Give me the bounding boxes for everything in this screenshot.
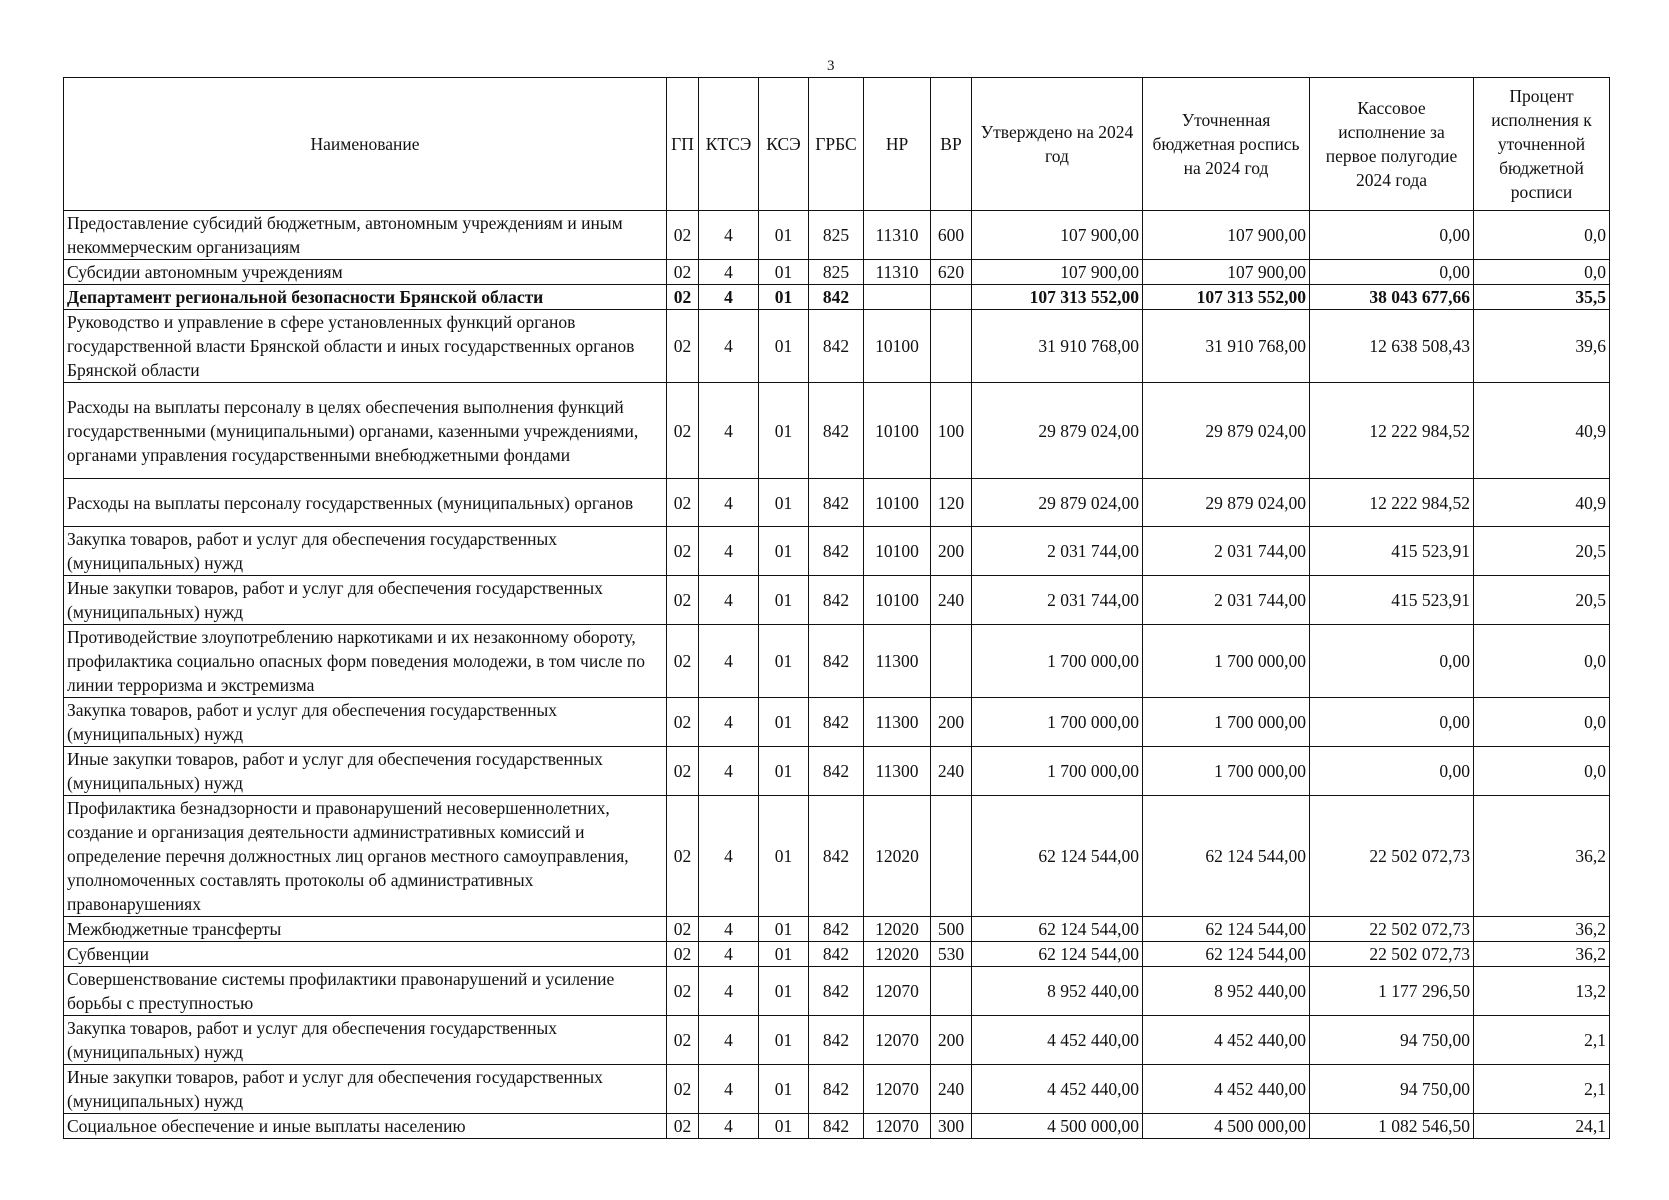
cell-cash: 1 082 546,50 — [1310, 1114, 1474, 1139]
cell-cash: 415 523,91 — [1310, 576, 1474, 625]
cell-percent: 40,9 — [1474, 479, 1610, 527]
cell-ktse: 4 — [699, 1065, 759, 1114]
cell-nr: 11300 — [864, 747, 931, 796]
cell-kse: 01 — [759, 260, 809, 285]
cell-grbs: 842 — [809, 942, 864, 967]
cell-nr: 10100 — [864, 479, 931, 527]
cell-ktse: 4 — [699, 917, 759, 942]
cell-approved: 2 031 744,00 — [972, 527, 1143, 576]
cell-percent: 13,2 — [1474, 967, 1610, 1016]
cell-gp: 02 — [667, 942, 699, 967]
cell-approved: 107 900,00 — [972, 260, 1143, 285]
cell-grbs: 842 — [809, 383, 864, 479]
cell-refined: 4 452 440,00 — [1143, 1016, 1310, 1065]
cell-approved: 4 452 440,00 — [972, 1016, 1143, 1065]
cell-nr: 12020 — [864, 796, 931, 917]
table-row — [64, 796, 1610, 917]
cell-approved: 1 700 000,00 — [972, 698, 1143, 747]
cell-vr: 240 — [931, 576, 972, 625]
table-row — [64, 942, 1610, 967]
table-row — [64, 698, 1610, 747]
cell-cash: 22 502 072,73 — [1310, 796, 1474, 917]
cell-refined: 2 031 744,00 — [1143, 576, 1310, 625]
cell-cash: 1 177 296,50 — [1310, 967, 1474, 1016]
cell-nr: 12020 — [864, 917, 931, 942]
cell-grbs: 825 — [809, 211, 864, 260]
cell-percent: 39,6 — [1474, 310, 1610, 383]
cell-name: Закупка товаров, работ и услуг для обеспечения государственных (муниципальных) нужд — [64, 527, 667, 576]
cell-kse: 01 — [759, 383, 809, 479]
cell-nr: 11300 — [864, 698, 931, 747]
cell-percent: 2,1 — [1474, 1016, 1610, 1065]
cell-gp: 02 — [667, 527, 699, 576]
cell-vr: 100 — [931, 383, 972, 479]
cell-name: Руководство и управление в сфере установленных функций органов государственной власти Брянской области и иных государственных органов Брянской области — [64, 310, 667, 383]
cell-kse: 01 — [759, 527, 809, 576]
cell-kse: 01 — [759, 310, 809, 383]
cell-percent: 0,0 — [1474, 747, 1610, 796]
cell-grbs: 842 — [809, 967, 864, 1016]
cell-kse: 01 — [759, 942, 809, 967]
table-row — [64, 285, 1610, 310]
cell-cash: 38 043 677,66 — [1310, 285, 1474, 310]
table-row — [64, 917, 1610, 942]
cell-nr: 11310 — [864, 211, 931, 260]
cell-refined: 62 124 544,00 — [1143, 917, 1310, 942]
cell-vr: 530 — [931, 942, 972, 967]
budget-table — [63, 77, 1610, 1139]
cell-gp: 02 — [667, 383, 699, 479]
cell-percent: 0,0 — [1474, 211, 1610, 260]
cell-name: Закупка товаров, работ и услуг для обеспечения государственных (муниципальных) нужд — [64, 698, 667, 747]
cell-vr: 200 — [931, 1016, 972, 1065]
cell-name: Расходы на выплаты персоналу государственных (муниципальных) органов — [64, 479, 667, 527]
table-row — [64, 479, 1610, 527]
cell-refined: 8 952 440,00 — [1143, 967, 1310, 1016]
cell-approved: 62 124 544,00 — [972, 796, 1143, 917]
cell-gp: 02 — [667, 625, 699, 698]
cell-nr: 12020 — [864, 942, 931, 967]
cell-nr: 12070 — [864, 1065, 931, 1114]
cell-percent: 20,5 — [1474, 576, 1610, 625]
col-header-nr: НР — [864, 78, 931, 211]
cell-grbs: 842 — [809, 1016, 864, 1065]
cell-kse: 01 — [759, 211, 809, 260]
cell-approved: 8 952 440,00 — [972, 967, 1143, 1016]
cell-approved: 1 700 000,00 — [972, 625, 1143, 698]
cell-grbs: 842 — [809, 747, 864, 796]
cell-kse: 01 — [759, 625, 809, 698]
cell-grbs: 842 — [809, 527, 864, 576]
cell-approved: 1 700 000,00 — [972, 747, 1143, 796]
cell-name: Предоставление субсидий бюджетным, автономным учреждениям и иным некоммерческим организациям — [64, 211, 667, 260]
cell-refined: 2 031 744,00 — [1143, 527, 1310, 576]
cell-ktse: 4 — [699, 576, 759, 625]
cell-ktse: 4 — [699, 698, 759, 747]
col-header-gp: ГП — [667, 78, 699, 211]
cell-kse: 01 — [759, 698, 809, 747]
cell-vr — [931, 285, 972, 310]
cell-percent: 36,2 — [1474, 796, 1610, 917]
cell-gp: 02 — [667, 1016, 699, 1065]
cell-name: Совершенствование системы профилактики правонарушений и усиление борьбы с преступностью — [64, 967, 667, 1016]
cell-vr: 200 — [931, 527, 972, 576]
cell-cash: 0,00 — [1310, 211, 1474, 260]
cell-refined: 1 700 000,00 — [1143, 625, 1310, 698]
cell-grbs: 842 — [809, 285, 864, 310]
cell-nr: 10100 — [864, 383, 931, 479]
cell-name: Межбюджетные трансферты — [64, 917, 667, 942]
cell-name: Иные закупки товаров, работ и услуг для обеспечения государственных (муниципальных) нужд — [64, 1065, 667, 1114]
table-row — [64, 310, 1610, 383]
cell-kse: 01 — [759, 796, 809, 917]
cell-refined: 107 313 552,00 — [1143, 285, 1310, 310]
col-header-refined: Уточненная бюджетная роспись на 2024 год — [1143, 78, 1310, 211]
cell-refined: 29 879 024,00 — [1143, 383, 1310, 479]
cell-ktse: 4 — [699, 479, 759, 527]
cell-kse: 01 — [759, 285, 809, 310]
cell-ktse: 4 — [699, 1016, 759, 1065]
cell-nr: 12070 — [864, 1016, 931, 1065]
cell-approved: 62 124 544,00 — [972, 942, 1143, 967]
cell-name: Субвенции — [64, 942, 667, 967]
cell-ktse: 4 — [699, 1114, 759, 1139]
cell-ktse: 4 — [699, 383, 759, 479]
cell-name: Противодействие злоупотреблению наркотиками и их незаконному обороту, профилактика социально опасных форм поведения молодежи, в том числе по линии терроризма и экстремизма — [64, 625, 667, 698]
table-row — [64, 1065, 1610, 1114]
table-body — [64, 211, 1610, 1139]
cell-vr: 500 — [931, 917, 972, 942]
cell-name: Иные закупки товаров, работ и услуг для обеспечения государственных (муниципальных) нужд — [64, 747, 667, 796]
cell-gp: 02 — [667, 576, 699, 625]
cell-kse: 01 — [759, 747, 809, 796]
col-header-name: Наименование — [64, 78, 667, 211]
cell-cash: 94 750,00 — [1310, 1065, 1474, 1114]
cell-percent: 0,0 — [1474, 698, 1610, 747]
cell-name: Расходы на выплаты персоналу в целях обеспечения выполнения функций государственными (муниципальными) органами, казенными учреждениями, органами управления государственными внебюджетными фондами — [64, 383, 667, 479]
cell-ktse: 4 — [699, 625, 759, 698]
cell-ktse: 4 — [699, 310, 759, 383]
cell-percent: 0,0 — [1474, 625, 1610, 698]
cell-grbs: 842 — [809, 1065, 864, 1114]
cell-approved: 31 910 768,00 — [972, 310, 1143, 383]
cell-gp: 02 — [667, 1065, 699, 1114]
cell-cash: 12 222 984,52 — [1310, 479, 1474, 527]
cell-approved: 4 500 000,00 — [972, 1114, 1143, 1139]
cell-approved: 4 452 440,00 — [972, 1065, 1143, 1114]
col-header-approved: Утверждено на 2024 год — [972, 78, 1143, 211]
cell-refined: 107 900,00 — [1143, 211, 1310, 260]
cell-vr: 300 — [931, 1114, 972, 1139]
cell-vr: 240 — [931, 1065, 972, 1114]
cell-vr: 600 — [931, 211, 972, 260]
cell-ktse: 4 — [699, 942, 759, 967]
cell-gp: 02 — [667, 698, 699, 747]
cell-nr: 11310 — [864, 260, 931, 285]
cell-name: Закупка товаров, работ и услуг для обеспечения государственных (муниципальных) нужд — [64, 1016, 667, 1065]
cell-gp: 02 — [667, 747, 699, 796]
cell-percent: 2,1 — [1474, 1065, 1610, 1114]
cell-cash: 415 523,91 — [1310, 527, 1474, 576]
cell-cash: 0,00 — [1310, 747, 1474, 796]
cell-gp: 02 — [667, 310, 699, 383]
table-row — [64, 1114, 1610, 1139]
cell-name: Профилактика безнадзорности и правонарушений несовершеннолетних, создание и организация деятельности административных комиссий и определение перечня должностных лиц органов местного самоуправления, уполномоченных составлять протоколы об административных правонарушениях — [64, 796, 667, 917]
cell-vr: 620 — [931, 260, 972, 285]
table-row — [64, 1016, 1610, 1065]
cell-refined: 107 900,00 — [1143, 260, 1310, 285]
cell-grbs: 842 — [809, 625, 864, 698]
cell-gp: 02 — [667, 967, 699, 1016]
cell-cash: 94 750,00 — [1310, 1016, 1474, 1065]
cell-name: Департамент региональной безопасности Брянской области — [64, 285, 667, 310]
cell-percent: 0,0 — [1474, 260, 1610, 285]
cell-ktse: 4 — [699, 211, 759, 260]
cell-name: Иные закупки товаров, работ и услуг для обеспечения государственных (муниципальных) нужд — [64, 576, 667, 625]
cell-gp: 02 — [667, 796, 699, 917]
cell-name: Социальное обеспечение и иные выплаты населению — [64, 1114, 667, 1139]
table-row — [64, 576, 1610, 625]
cell-gp: 02 — [667, 917, 699, 942]
cell-refined: 4 452 440,00 — [1143, 1065, 1310, 1114]
cell-refined: 62 124 544,00 — [1143, 942, 1310, 967]
col-header-kse: КСЭ — [759, 78, 809, 211]
col-header-ktse: КТСЭ — [699, 78, 759, 211]
cell-percent: 40,9 — [1474, 383, 1610, 479]
cell-ktse: 4 — [699, 260, 759, 285]
table-header-row — [64, 78, 1610, 211]
cell-gp: 02 — [667, 211, 699, 260]
cell-cash: 12 638 508,43 — [1310, 310, 1474, 383]
cell-refined: 31 910 768,00 — [1143, 310, 1310, 383]
cell-grbs: 842 — [809, 796, 864, 917]
cell-percent: 36,2 — [1474, 942, 1610, 967]
cell-refined: 62 124 544,00 — [1143, 796, 1310, 917]
cell-vr — [931, 967, 972, 1016]
cell-kse: 01 — [759, 917, 809, 942]
cell-cash: 22 502 072,73 — [1310, 942, 1474, 967]
cell-cash: 12 222 984,52 — [1310, 383, 1474, 479]
cell-approved: 62 124 544,00 — [972, 917, 1143, 942]
cell-vr: 200 — [931, 698, 972, 747]
cell-vr — [931, 625, 972, 698]
cell-nr — [864, 285, 931, 310]
cell-ktse: 4 — [699, 527, 759, 576]
cell-kse: 01 — [759, 967, 809, 1016]
cell-vr: 120 — [931, 479, 972, 527]
cell-nr: 12070 — [864, 967, 931, 1016]
cell-gp: 02 — [667, 1114, 699, 1139]
cell-gp: 02 — [667, 479, 699, 527]
cell-name: Субсидии автономным учреждениям — [64, 260, 667, 285]
cell-grbs: 842 — [809, 917, 864, 942]
cell-vr: 240 — [931, 747, 972, 796]
cell-gp: 02 — [667, 260, 699, 285]
table-row — [64, 527, 1610, 576]
table-row — [64, 625, 1610, 698]
cell-refined: 4 500 000,00 — [1143, 1114, 1310, 1139]
cell-kse: 01 — [759, 1016, 809, 1065]
cell-kse: 01 — [759, 479, 809, 527]
col-header-cash: Кассовое исполнение за первое полугодие 2024 года — [1310, 78, 1474, 211]
cell-cash: 22 502 072,73 — [1310, 917, 1474, 942]
cell-grbs: 842 — [809, 1114, 864, 1139]
cell-grbs: 842 — [809, 310, 864, 383]
table-row — [64, 383, 1610, 479]
cell-approved: 29 879 024,00 — [972, 383, 1143, 479]
col-header-vr: ВР — [931, 78, 972, 211]
cell-nr: 10100 — [864, 576, 931, 625]
cell-kse: 01 — [759, 1065, 809, 1114]
cell-approved: 29 879 024,00 — [972, 479, 1143, 527]
page-number: 3 — [827, 58, 835, 74]
cell-grbs: 842 — [809, 576, 864, 625]
cell-percent: 20,5 — [1474, 527, 1610, 576]
cell-nr: 11300 — [864, 625, 931, 698]
cell-ktse: 4 — [699, 796, 759, 917]
cell-cash: 0,00 — [1310, 260, 1474, 285]
cell-nr: 10100 — [864, 310, 931, 383]
cell-grbs: 842 — [809, 698, 864, 747]
cell-kse: 01 — [759, 1114, 809, 1139]
cell-approved: 2 031 744,00 — [972, 576, 1143, 625]
cell-kse: 01 — [759, 576, 809, 625]
cell-refined: 1 700 000,00 — [1143, 698, 1310, 747]
col-header-grbs: ГРБС — [809, 78, 864, 211]
cell-refined: 1 700 000,00 — [1143, 747, 1310, 796]
cell-vr — [931, 310, 972, 383]
cell-ktse: 4 — [699, 967, 759, 1016]
table-row — [64, 747, 1610, 796]
table-row — [64, 967, 1610, 1016]
cell-percent: 35,5 — [1474, 285, 1610, 310]
cell-percent: 36,2 — [1474, 917, 1610, 942]
cell-percent: 24,1 — [1474, 1114, 1610, 1139]
cell-refined: 29 879 024,00 — [1143, 479, 1310, 527]
cell-ktse: 4 — [699, 285, 759, 310]
cell-ktse: 4 — [699, 747, 759, 796]
cell-approved: 107 313 552,00 — [972, 285, 1143, 310]
cell-gp: 02 — [667, 285, 699, 310]
table-row — [64, 211, 1610, 260]
cell-grbs: 842 — [809, 479, 864, 527]
cell-vr — [931, 796, 972, 917]
cell-cash: 0,00 — [1310, 625, 1474, 698]
cell-nr: 10100 — [864, 527, 931, 576]
cell-grbs: 825 — [809, 260, 864, 285]
cell-approved: 107 900,00 — [972, 211, 1143, 260]
col-header-percent: Процент исполнения к уточненной бюджетной росписи — [1474, 78, 1610, 211]
cell-nr: 12070 — [864, 1114, 931, 1139]
table-row — [64, 260, 1610, 285]
cell-cash: 0,00 — [1310, 698, 1474, 747]
